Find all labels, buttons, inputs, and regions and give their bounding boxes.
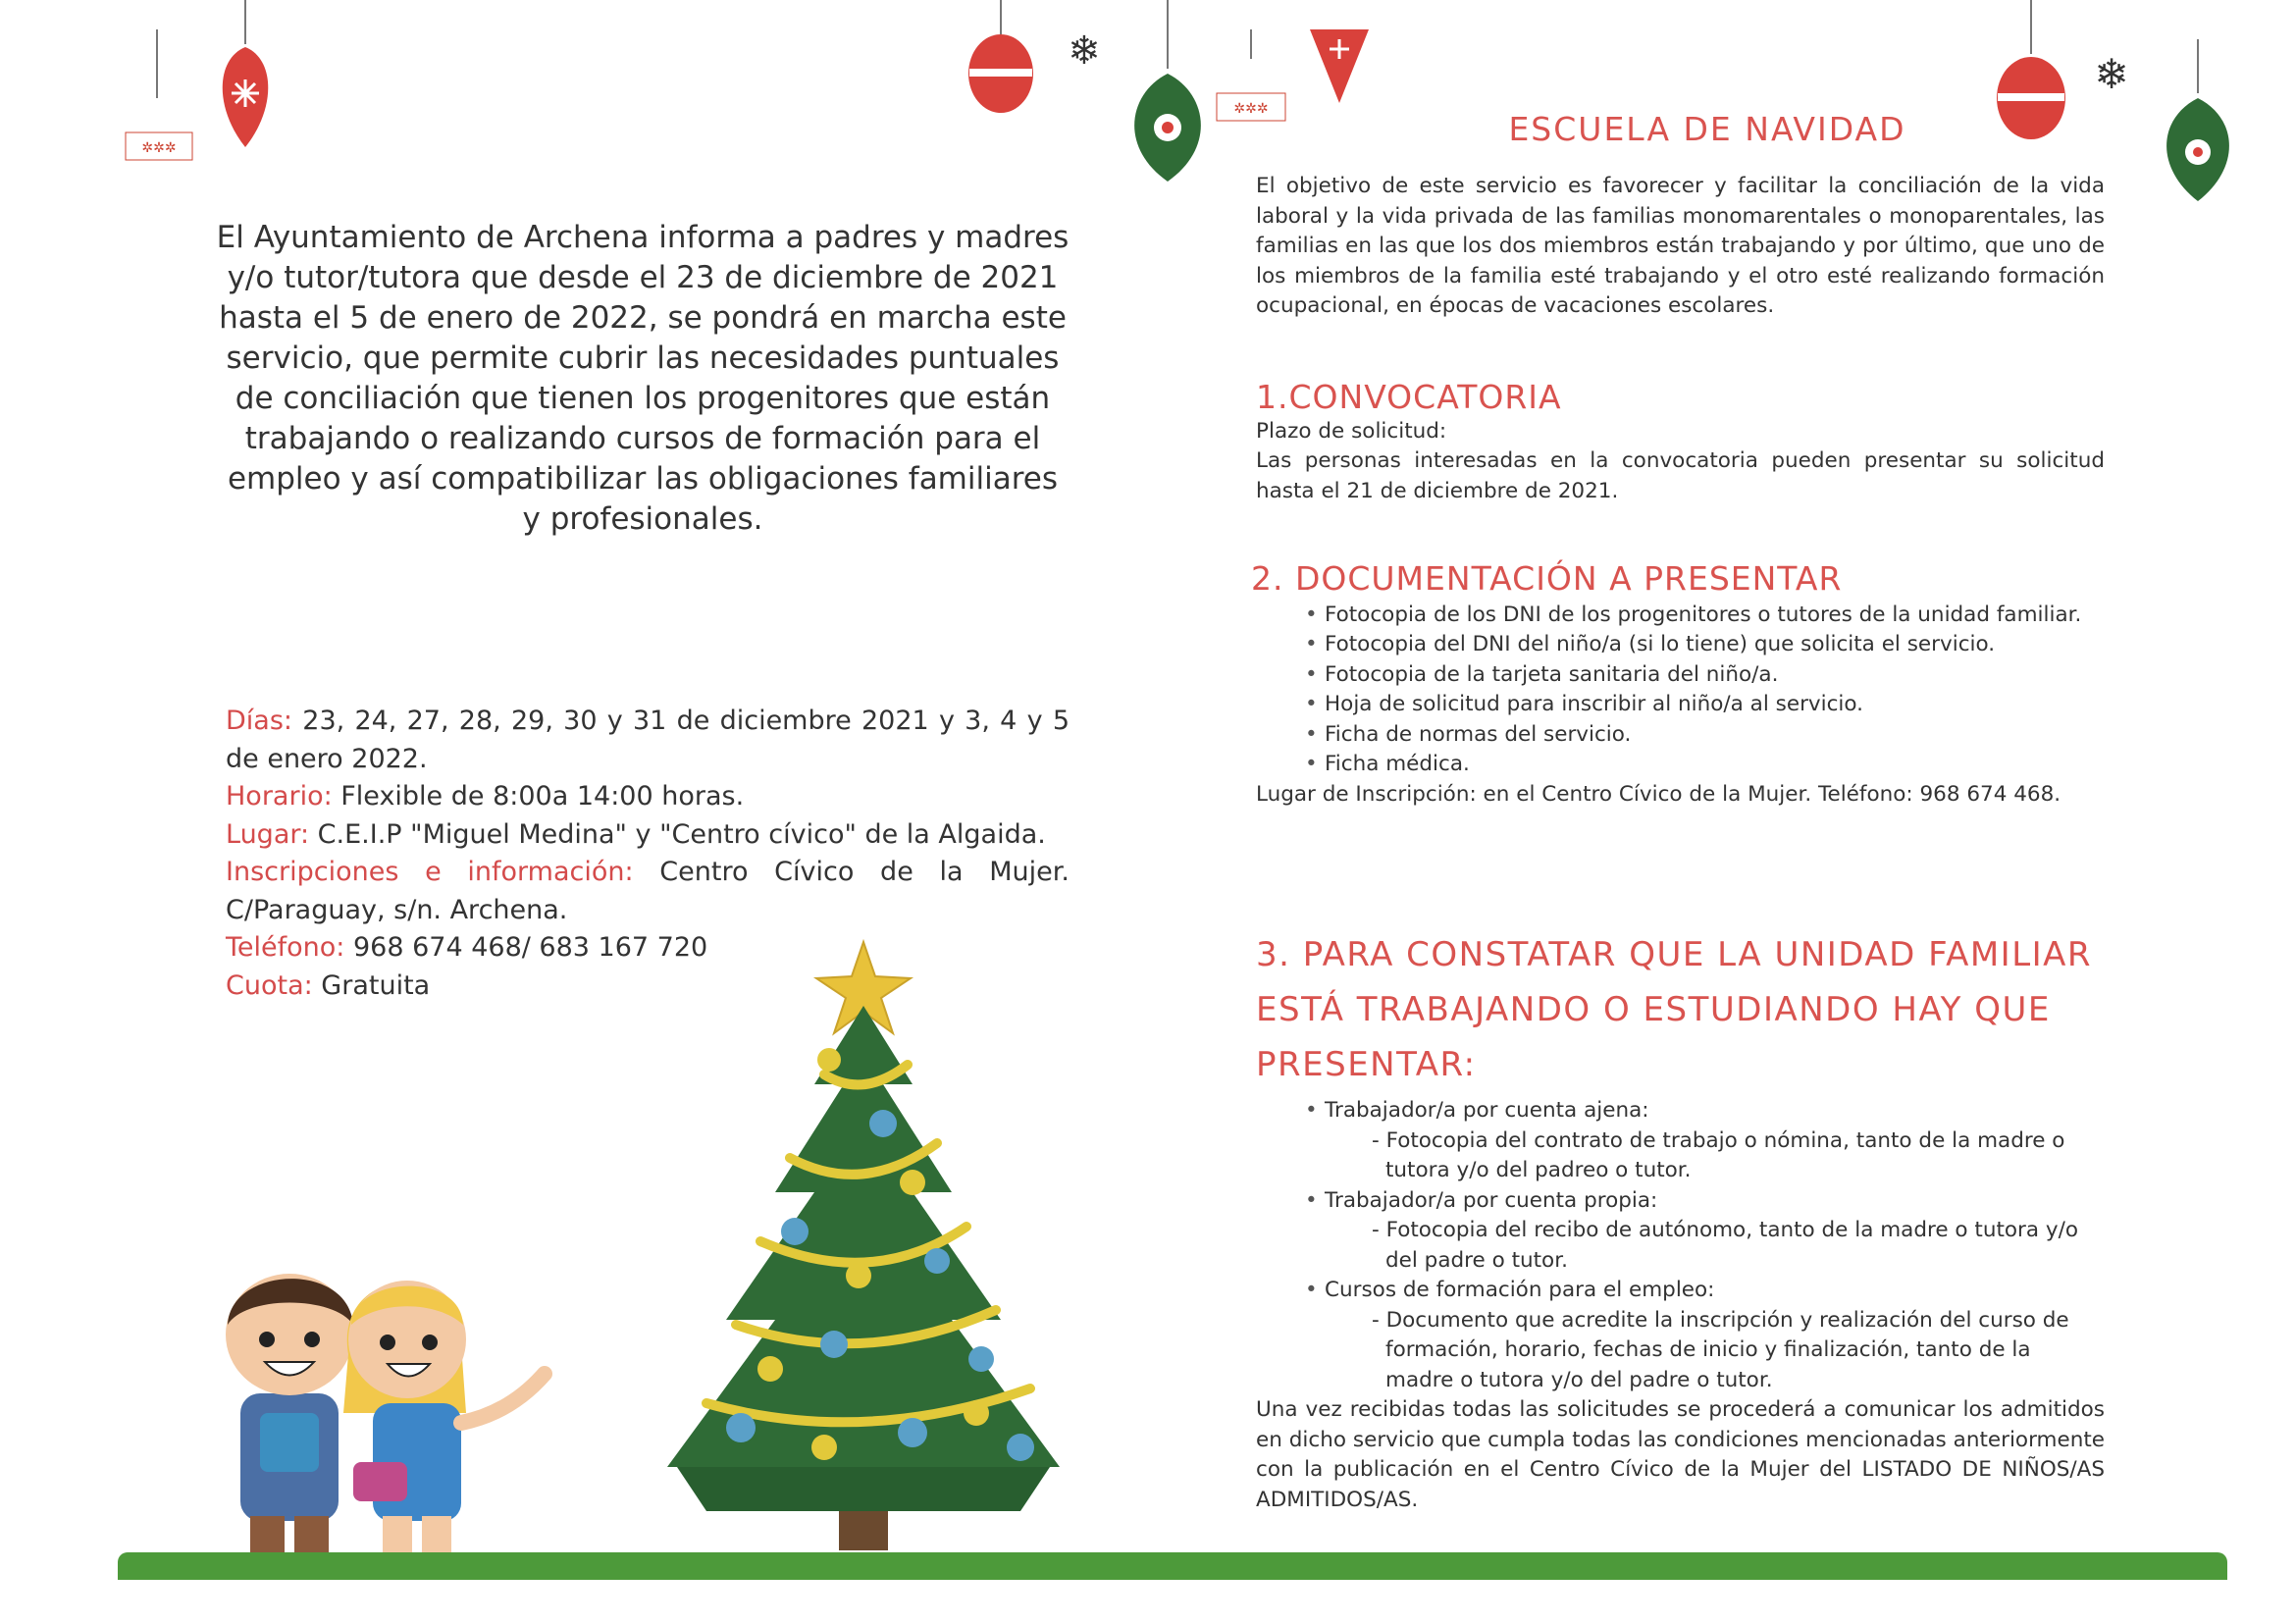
list-item: • Fotocopia de los DNI de los progenitores o tutores de la unidad familiar. [1305, 601, 2105, 631]
detail-fee: Cuota: Gratuita [226, 969, 431, 1001]
registration-place: Lugar de Inscripción: en el Centro Cívico de la Mujer. Teléfono: 968 674 468. [1256, 781, 2061, 807]
section2-heading: 2. DOCUMENTACIÓN A PRESENTAR [1251, 559, 1843, 598]
documents-list [1256, 601, 2105, 780]
section-documentacion [1251, 559, 2105, 810]
objective-paragraph: El objetivo de este servicio es favorecer y facilitar la conciliación de la vida laboral y la vida privada de las familias monomarentales o monoparentales, las familias en las que los dos miembros están trabajando y por último, que uno de los miembros de la familia esté trabajando y el otro esté realizando formación ocupacional, en épocas de vacaciones escolares. [1256, 174, 2105, 318]
list-item: • Ficha médica. [1305, 750, 2105, 780]
red-drop-ornament-icon [1251, 29, 1369, 103]
list-item: • Ficha de normas del servicio. [1305, 720, 2105, 751]
detail-registration: Inscripciones e información: Centro Cívico de la Mujer. C/Paraguay, s/n. Archena. [226, 857, 1070, 925]
red-bauble-icon [968, 0, 1033, 113]
requirement-detail: - Fotocopia del contrato de trabajo o nómina, tanto de la madre o tutora y/o del padreo o tutor. [1372, 1127, 2065, 1182]
requirement-title: • Cursos de formación para el empleo: [1325, 1278, 1715, 1302]
list-item [1305, 1096, 2105, 1186]
red-ornament-icon [126, 0, 268, 160]
requirement-detail: - Fotocopia del recibo de autónomo, tanto de la madre o tutora y/o del padre o tutor. [1372, 1218, 2079, 1273]
requirement-detail: - Documento que acredite la inscripción y realización del curso de formación, horario, fechas de inicio y finalización, tanto de la madre o tutora y/o del padre o tutor. [1372, 1307, 2069, 1392]
section1-heading: 1.CONVOCATORIA [1256, 378, 1562, 416]
closing-paragraph: Una vez recibidas todas las solicitudes se procederá a comunicar los admitidos en dicho servicio que cumpla todas las condiciones mencionadas anteriormente con la publicación en el Centro Cívico de la Mujer del LISTADO DE NIÑOS/AS ADMITIDOS/AS. [1256, 1397, 2105, 1512]
requirements-list [1256, 1096, 2105, 1395]
list-item: • Hoja de solicitud para inscribir al niño/a al servicio. [1305, 690, 2105, 720]
christmas-tree-illustration [589, 937, 1148, 1560]
section-convocatoria [1256, 378, 2105, 506]
section1-text: Las personas interesadas en la convocatoria pueden presentar su solicitud hasta el 21 de diciembre de 2021. [1256, 448, 2105, 503]
section1-label: Plazo de solicitud: [1256, 418, 1447, 444]
list-item: • Fotocopia del DNI del niño/a (si lo tiene) que solicita el servicio. [1305, 630, 2105, 660]
snowflake-icon: ❄ [1068, 28, 1101, 74]
list-item: • Fotocopia de la tarjeta sanitaria del niño/a. [1305, 660, 2105, 691]
requirement-title: • Trabajador/a por cuenta propia: [1325, 1187, 1658, 1213]
list-item [1305, 1186, 2105, 1277]
green-ornament-icon [1134, 0, 1201, 182]
detail-place: Lugar: C.E.I.P "Miguel Medina" y "Centro cívico" de la Algaida. [226, 818, 1046, 850]
section-constatar [1256, 927, 2105, 1515]
section3-heading: 3. PARA CONSTATAR QUE LA UNIDAD FAMILIAR ESTÁ TRABAJANDO O ESTUDIANDO HAY QUE PRESENTAR: [1256, 935, 2093, 1084]
girl-icon [343, 1281, 545, 1577]
children-illustration [206, 1246, 559, 1585]
ground-strip [118, 1552, 2227, 1580]
detail-schedule: Horario: Flexible de 8:00a 14:00 horas. [226, 781, 745, 812]
intro-paragraph: El Ayuntamiento de Archena informa a padres y madres y/o tutor/tutora que desde el 23 de diciembre de 2021 hasta el 5 de enero de 2022, se pondrá en marcha este servicio, que permite cubrir las necesidades puntuales de conciliación que tienen los progenitores que están trabajando o realizando cursos de formación para el empleo y así compatibilizar las obligaciones familiares y profesionales. [216, 220, 1070, 537]
right-snowflake-icon: ❄ [2094, 50, 2129, 98]
svg-text:✲✲✲: ✲✲✲ [141, 140, 177, 156]
boy-icon [226, 1274, 353, 1575]
page-title: ESCUELA DE NAVIDAD [1508, 110, 1906, 148]
detail-phone: Teléfono: 968 674 468/ 683 167 720 [226, 932, 708, 963]
requirement-title: • Trabajador/a por cuenta ajena: [1325, 1098, 1649, 1123]
right-green-ornament-icon [2166, 39, 2229, 201]
svg-text:✲✲✲: ✲✲✲ [1233, 101, 1269, 117]
list-item [1305, 1276, 2105, 1395]
detail-days: Días: 23, 24, 27, 28, 29, 30 y 31 de diciembre 2021 y 3, 4 y 5 de enero 2022. [226, 706, 1070, 774]
